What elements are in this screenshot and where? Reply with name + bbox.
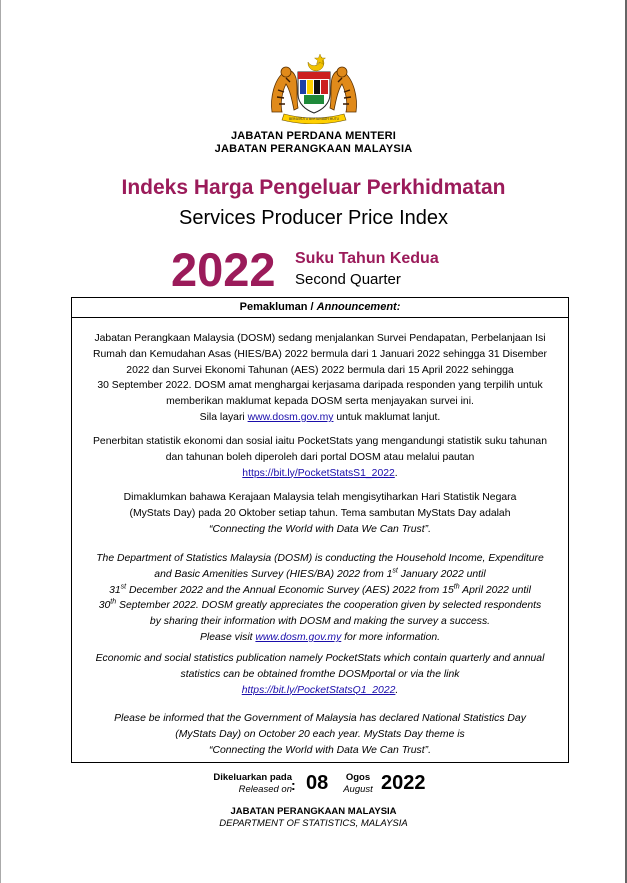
footer-malay: JABATAN PERANGKAAN MALAYSIA [230, 806, 397, 817]
quarter-malay: Suku Tahun Kedua [295, 250, 439, 267]
announcement-paragraph-en-2: Economic and social statistics publication namely PocketStats which contain quarterly and annual statistics can be obtained fromthe DOSMportal or via the link https://bit.ly/PocketStatsQ1_2022. [95, 653, 545, 696]
title-english: Services Producer Price Index [178, 207, 448, 229]
quarter-english: Second Quarter [295, 271, 401, 288]
announcement-paragraph-en-1: The Department of Statistics Malaysia (DOSM) is conducting the Household Income, Expenditure and Basic Amenities Survey (HIES/BA) 2022 from 1st January 2022 until 31st December 2022 and the Annual Economic Survey (AES) 2022 from 15th April 2022 until 30th September 2022. DOSM greatly appreciates the cooperation given by selected respondents by sharing their information with DOSM and making the survey a success. Please visit www.dosm.gov.my for more information. [96, 553, 544, 643]
announcement-paragraph-ms-2: Penerbitan statistik ekonomi dan sosial iaitu PocketStats yang mengandungi statistik suku tahunan dan tahunan boleh diperoleh dari portal DOSM atau melalui pautan https://bit.ly/PocketStatsS1_2022. [93, 436, 547, 479]
pocketstats-s1-link[interactable]: https://bit.ly/PocketStatsS1_2022 [242, 467, 395, 479]
release-label: Dikeluarkan pada Released on [213, 772, 292, 795]
svg-text:BERSEKUTU BERTAMBAH MUTU: BERSEKUTU BERTAMBAH MUTU [288, 117, 340, 121]
release-day: 08 [306, 772, 329, 794]
announcement-heading: Pemakluman / Announcement: [239, 301, 401, 313]
announcement-paragraph-ms-1: Jabatan Perangkaan Malaysia (DOSM) sedang menjalankan Survei Pendapatan, Perbelanjaan Isi Rumah dan Kemudahan Asas (HIES/BA) 2022 bermula dari 1 Januari 2022 sehingga 31 Disember 2022 dan Survei Ekonomi Tahunan (AES) 2022 bermula dari 15 April 2022 sehingga 30 September 2022. DOSM amat menghargai kerjasama daripada responden yang terpilih untuk memberikan maklumat kepada DOSM serta menjayakan survei ini. Sila layari www.dosm.gov.my untuk maklumat lanjut. [93, 333, 547, 423]
announcement-box [71, 297, 569, 763]
coat-of-arms-icon [264, 50, 364, 124]
release-year: 2022 [381, 772, 426, 794]
year-title: 2022 [171, 243, 276, 296]
footer-english: DEPARTMENT OF STATISTICS, MALAYSIA [219, 818, 408, 829]
heading-divider [72, 317, 568, 318]
dept-line-1: JABATAN PERDANA MENTERI [230, 130, 397, 142]
release-month: Ogos August [343, 772, 373, 795]
release-colon: : [291, 777, 296, 793]
dosm-website-link-en[interactable]: www.dosm.gov.my [255, 631, 342, 643]
announcement-paragraph-en-3: Please be informed that the Government of Malaysia has declared National Statistics Day (MyStats Day) on October 20 each year. MyStats Day theme is “Connecting the World with Data We Can Trust”. [114, 713, 526, 756]
announcement-paragraph-ms-3: Dimaklumkan bahawa Kerajaan Malaysia telah mengisytiharkan Hari Statistik Negara (MyStats Day) pada 20 Oktober setiap tahun. Tema sambutan MyStats Day adalah “Connecting the World with Data We Can Trust”. [123, 492, 517, 535]
pocketstats-q1-link[interactable]: https://bit.ly/PocketStatsQ1_2022 [241, 684, 396, 696]
dept-line-2: JABATAN PERANGKAAN MALAYSIA [214, 143, 413, 155]
dosm-website-link[interactable]: www.dosm.gov.my [247, 411, 334, 423]
title-malay: Indeks Harga Pengeluar Perkhidmatan [121, 176, 506, 199]
